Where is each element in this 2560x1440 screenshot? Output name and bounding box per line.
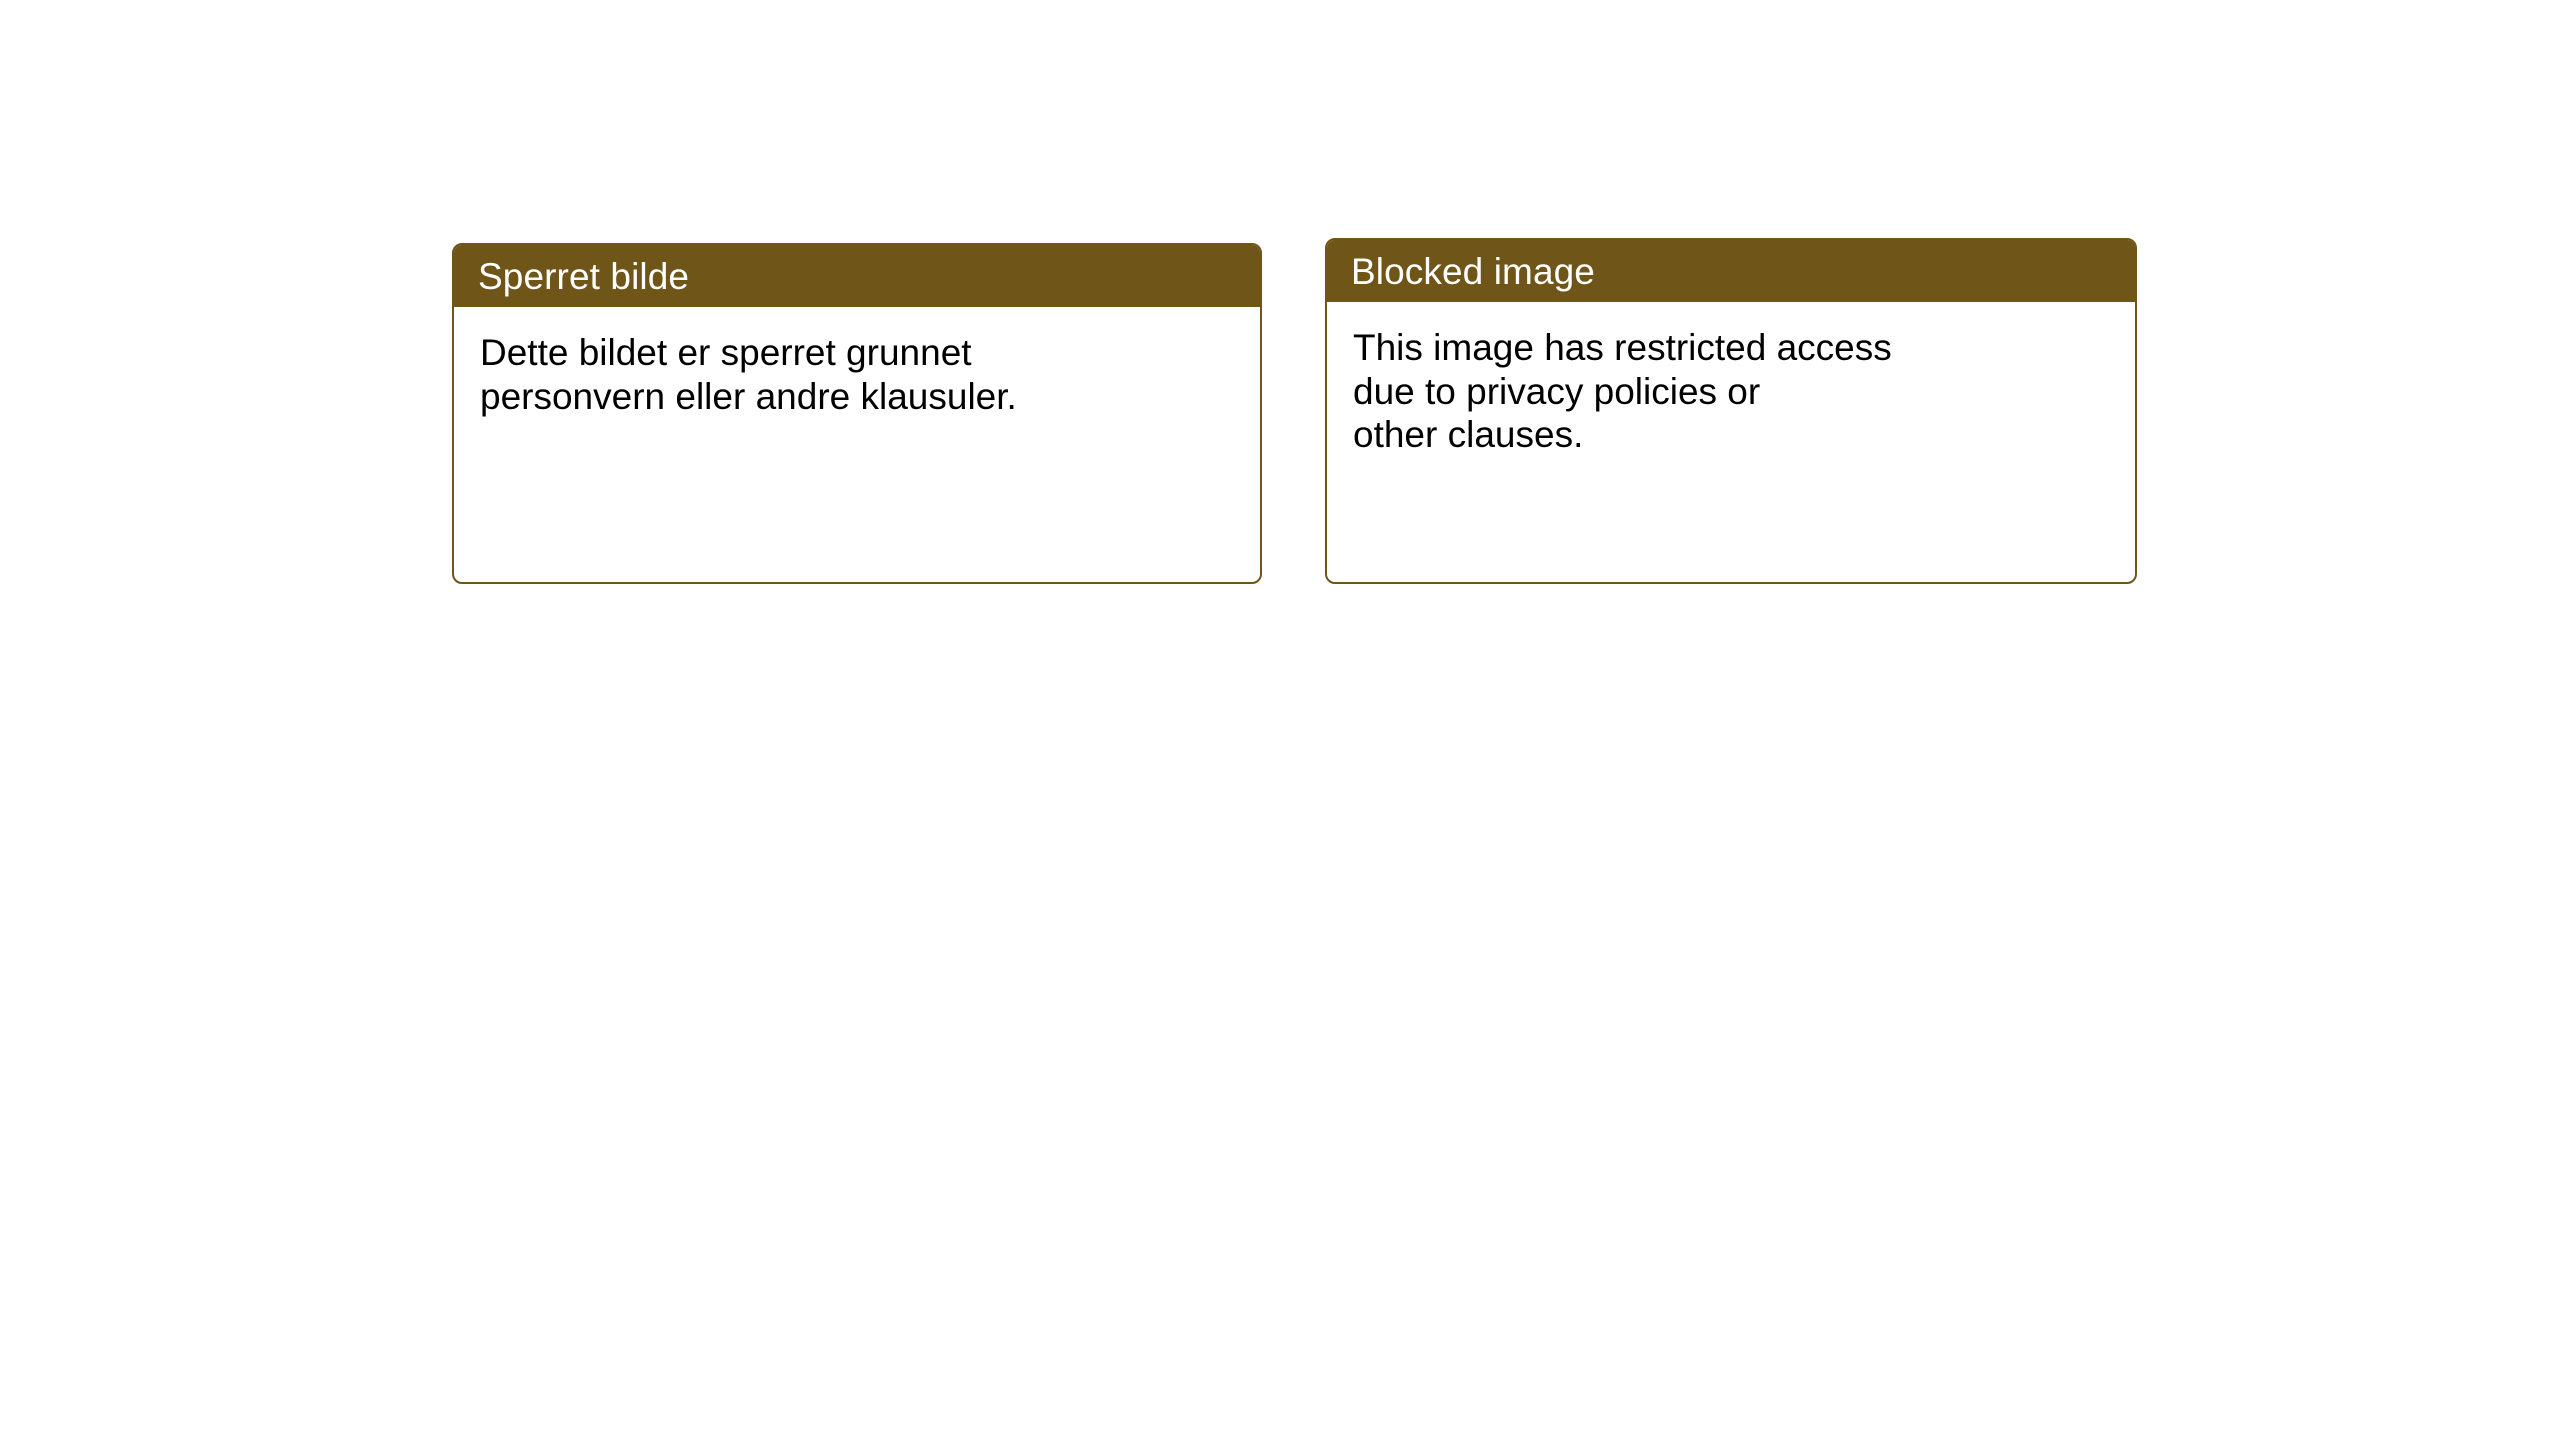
notice-body-en bbox=[1327, 302, 2135, 457]
notice-body-line: This image has restricted access bbox=[1353, 327, 1892, 368]
notice-body-line: due to privacy policies or bbox=[1353, 370, 1761, 412]
notice-title-no: Sperret bilde bbox=[478, 255, 690, 297]
notice-title-en: Blocked image bbox=[1351, 250, 1595, 292]
notice-body-no bbox=[454, 307, 1260, 418]
blocked-image-notice-en bbox=[1325, 238, 2137, 584]
blocked-image-notice-no bbox=[452, 243, 1262, 584]
notice-body-line: personvern eller andre klausuler. bbox=[480, 375, 1017, 417]
notice-header-en bbox=[1327, 240, 2135, 302]
notice-header-no bbox=[454, 245, 1260, 307]
notice-body-line: other clauses. bbox=[1353, 414, 1584, 456]
notice-body-line: Dette bildet er sperret grunnet bbox=[480, 332, 972, 373]
